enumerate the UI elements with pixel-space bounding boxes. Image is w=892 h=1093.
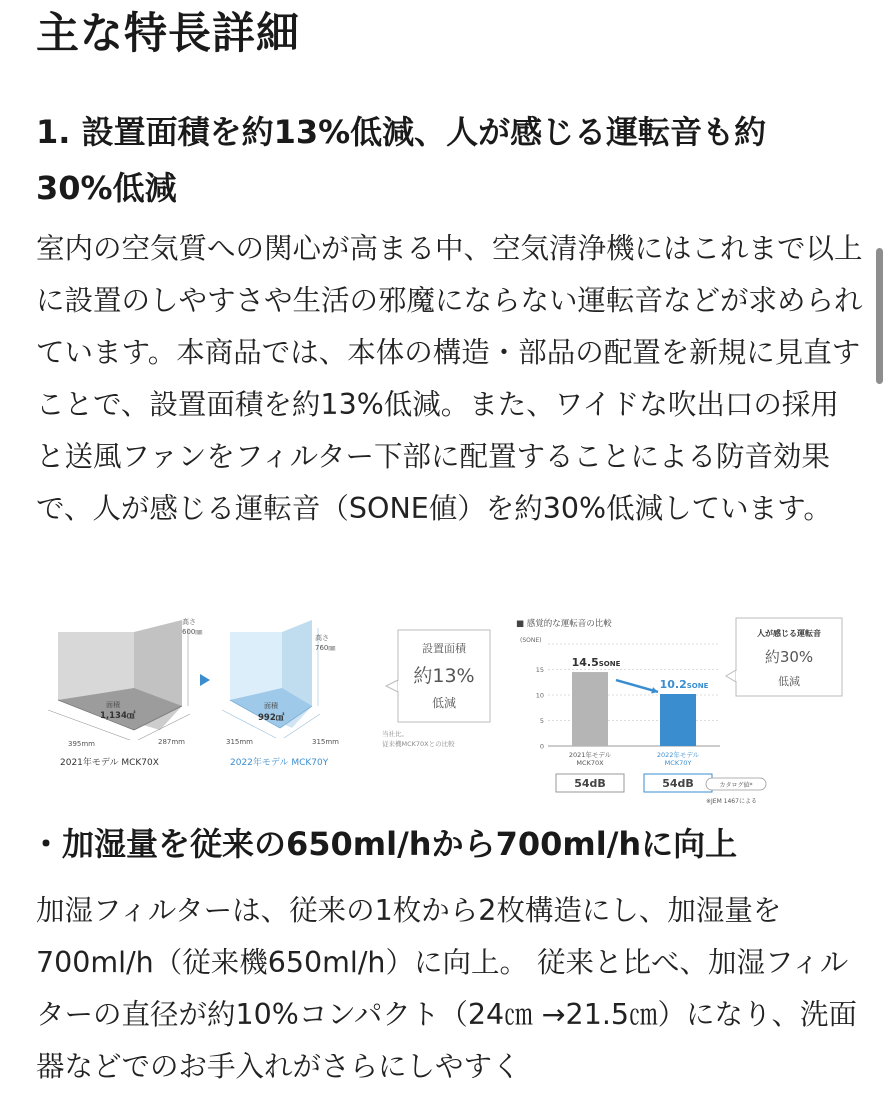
chart-db-label-0: 54dB: [574, 777, 606, 790]
old-model-illustration: [48, 617, 203, 768]
area-callout-note2: 従来機MCK70Xとの比較: [382, 740, 455, 748]
area-callout-note1: 当社比。: [382, 730, 408, 738]
new-area-value: 992㎠: [258, 713, 285, 723]
chart-title: ■ 感覚的な運転音の比較: [516, 619, 612, 629]
page-title: 主な特長詳細: [36, 9, 300, 59]
section2-heading: ・加湿量を従来の650ml/hから700ml/hに向上: [30, 825, 738, 863]
noise-callout-title: 人が感じる運転音: [757, 629, 821, 638]
new-area-label: 面積: [264, 702, 278, 710]
chart-db-label-1: 54dB: [662, 777, 694, 790]
old-height-label: 高さ: [182, 618, 196, 626]
chart-y-tick-1: 15: [535, 666, 544, 674]
chart-reduction-arrow: [616, 680, 658, 692]
new-model-caption: 2022年モデル MCK70Y: [230, 758, 329, 768]
section2-body: 加湿フィルターは、従来の1枚から2枚構造にし、加湿量を700ml/h（従来機650ml/h）に向上。 従来と比べ、加湿フィルターの直径が約10%コンパクト（24㎝ →21.5㎝）になり、洗面器などでのお手入れがさらにしやすく: [36, 894, 858, 1083]
arrow-right-icon: [200, 674, 210, 686]
chart-bar-0: [572, 672, 608, 746]
chart-value-label-0: 14.5SONE: [571, 656, 621, 670]
area-callout-line1: 設置面積: [422, 642, 466, 655]
chart-category-label-0-1: MCK70X: [576, 759, 604, 767]
chart-category-label-0-0: 2021年モデル: [568, 751, 612, 759]
area-reduction-callout: [382, 630, 490, 748]
area-callout-line2: 約13%: [413, 665, 475, 687]
new-width-value: 315mm: [226, 738, 253, 746]
chart-bar-1: [660, 694, 696, 746]
noise-callout-sub: 低減: [778, 675, 800, 688]
old-model-caption: 2021年モデル MCK70X: [60, 758, 159, 768]
noise-comparison-chart: [516, 618, 720, 792]
chart-category-label-1-0: 2022年モデル: [656, 751, 700, 759]
old-depth-value: 287mm: [158, 738, 185, 746]
footnote-tag: カタログ値*: [719, 782, 753, 789]
area-callout-line3: 低減: [431, 696, 457, 710]
section1-heading: 1. 設置面積を約13%低減、人が感じる運転音も約30%低減: [36, 113, 767, 207]
old-height-value: 600㎜: [182, 628, 203, 636]
chart-category-label-1-1: MCK70Y: [664, 759, 692, 767]
chart-value-label-1: 10.2SONE: [659, 677, 709, 691]
chart-ylabel: (SONE): [520, 637, 542, 644]
new-model-illustration: [222, 620, 339, 768]
noise-reduction-callout: [726, 618, 842, 696]
scrollbar-thumb[interactable]: [876, 248, 883, 384]
new-height-label: 高さ: [315, 634, 329, 642]
old-area-value: 1,134㎠: [100, 711, 136, 721]
footnote-text: ※JEM 1467による: [706, 798, 757, 805]
new-depth-value: 315mm: [312, 738, 339, 746]
chart-y-tick-3: 5: [539, 717, 544, 725]
catalog-footnote: [706, 778, 766, 805]
old-area-label: 面積: [106, 701, 120, 709]
section1-body: 室内の空気質への関心が高まる中、空気清浄機にはこれまで以上に設置のしやすさや生活の邪魔にならない運転音などが求められています。本商品では、本体の構造・部品の配置を新規に見直すことで、設置面積を約13%低減。また、ワイドな吹出口の採用と送風ファンをフィルター下部に配置することによる防音効果で、人が感じる運転音（SONE値）を約30%低減しています。: [36, 232, 863, 525]
new-height-value: 760㎜: [315, 644, 336, 652]
feature-figure: [30, 610, 866, 810]
chart-y-tick-2: 10: [535, 691, 544, 700]
chart-y-tick-4: 0: [539, 742, 544, 751]
old-width-value: 395mm: [68, 740, 95, 748]
noise-callout-value: 約30%: [764, 648, 814, 666]
